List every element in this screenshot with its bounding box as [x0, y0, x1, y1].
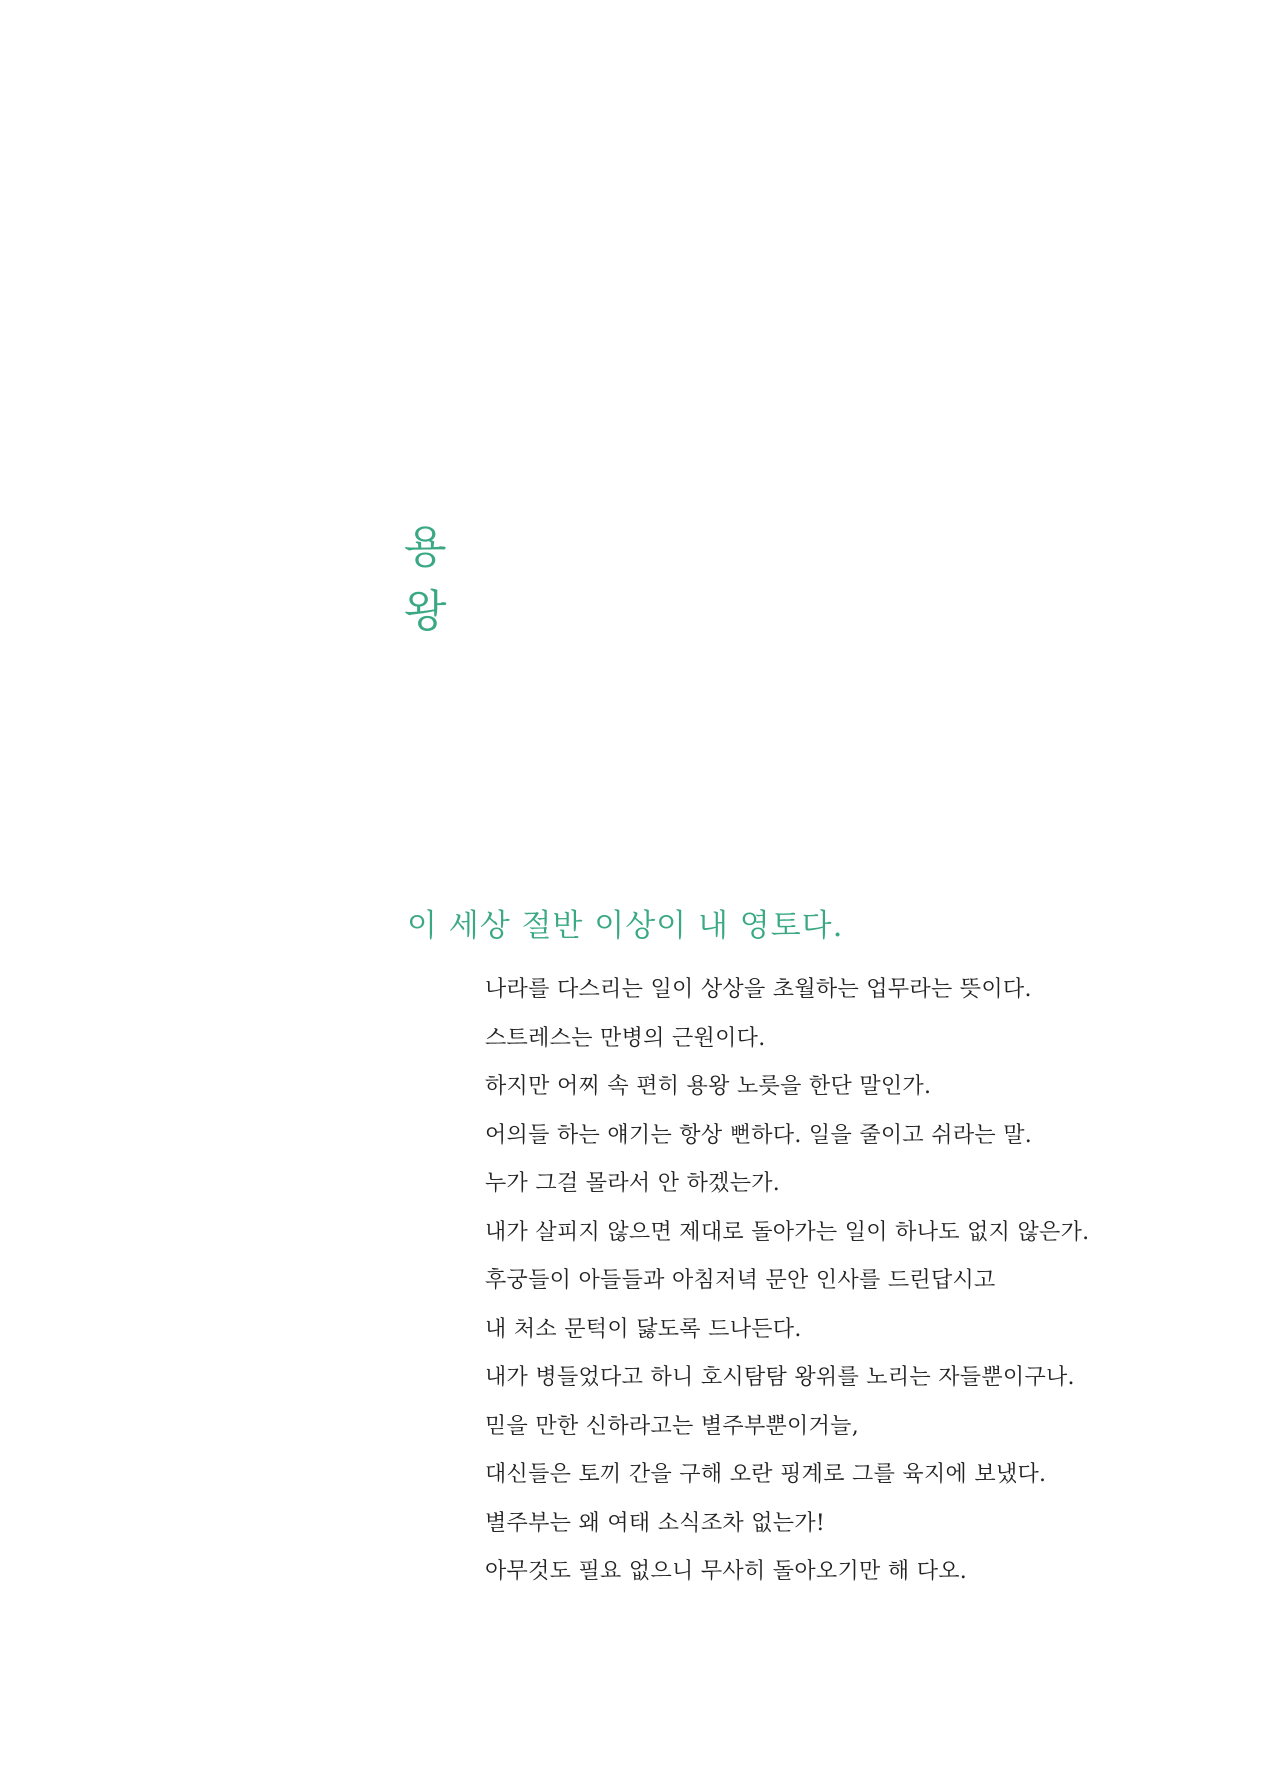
body-line: 나라를 다스리는 일이 상상을 초월하는 업무라는 뜻이다.	[485, 977, 1032, 1002]
body-line: 내가 병들었다고 하니 호시탐탐 왕위를 노리는 자들뿐이구나.	[485, 1365, 1075, 1390]
body-line: 내가 살피지 않으면 제대로 돌아가는 일이 하나도 없지 않은가.	[485, 1219, 1090, 1245]
body-line: 대신들은 토끼 간을 구해 오란 핑계로 그를 육지에 보냈다.	[485, 1462, 1047, 1487]
body-text	[485, 966, 1089, 1597]
body-line: 별주부는 왜 여태 소식조차 없는가!	[485, 1510, 826, 1536]
body-line: 내 처소 문턱이 닳도록 드나든다.	[485, 1316, 802, 1342]
title-char-1: 용	[404, 522, 447, 573]
headline: 이 세상 절반 이상이 내 영토다.	[407, 908, 844, 944]
body-line: 하지만 어찌 속 편히 용왕 노릇을 한단 말인가.	[485, 1074, 932, 1099]
body-line: 믿을 만한 신하라고는 별주부뿐이거늘,	[485, 1413, 860, 1439]
body-line: 스트레스는 만병의 근원이다.	[485, 1025, 766, 1051]
chapter-title	[404, 516, 447, 644]
body-line: 아무것도 필요 없으니 무사히 돌아오기만 해 다오.	[485, 1559, 968, 1584]
body-line: 어의들 하는 얘기는 항상 뻔하다. 일을 줄이고 쉬라는 말.	[485, 1122, 1033, 1148]
body-line: 누가 그걸 몰라서 안 하겠는가.	[485, 1171, 781, 1196]
title-char-2: 왕	[404, 586, 447, 637]
body-line: 후궁들이 아들들과 아침저녁 문안 인사를 드린답시고	[485, 1268, 996, 1293]
